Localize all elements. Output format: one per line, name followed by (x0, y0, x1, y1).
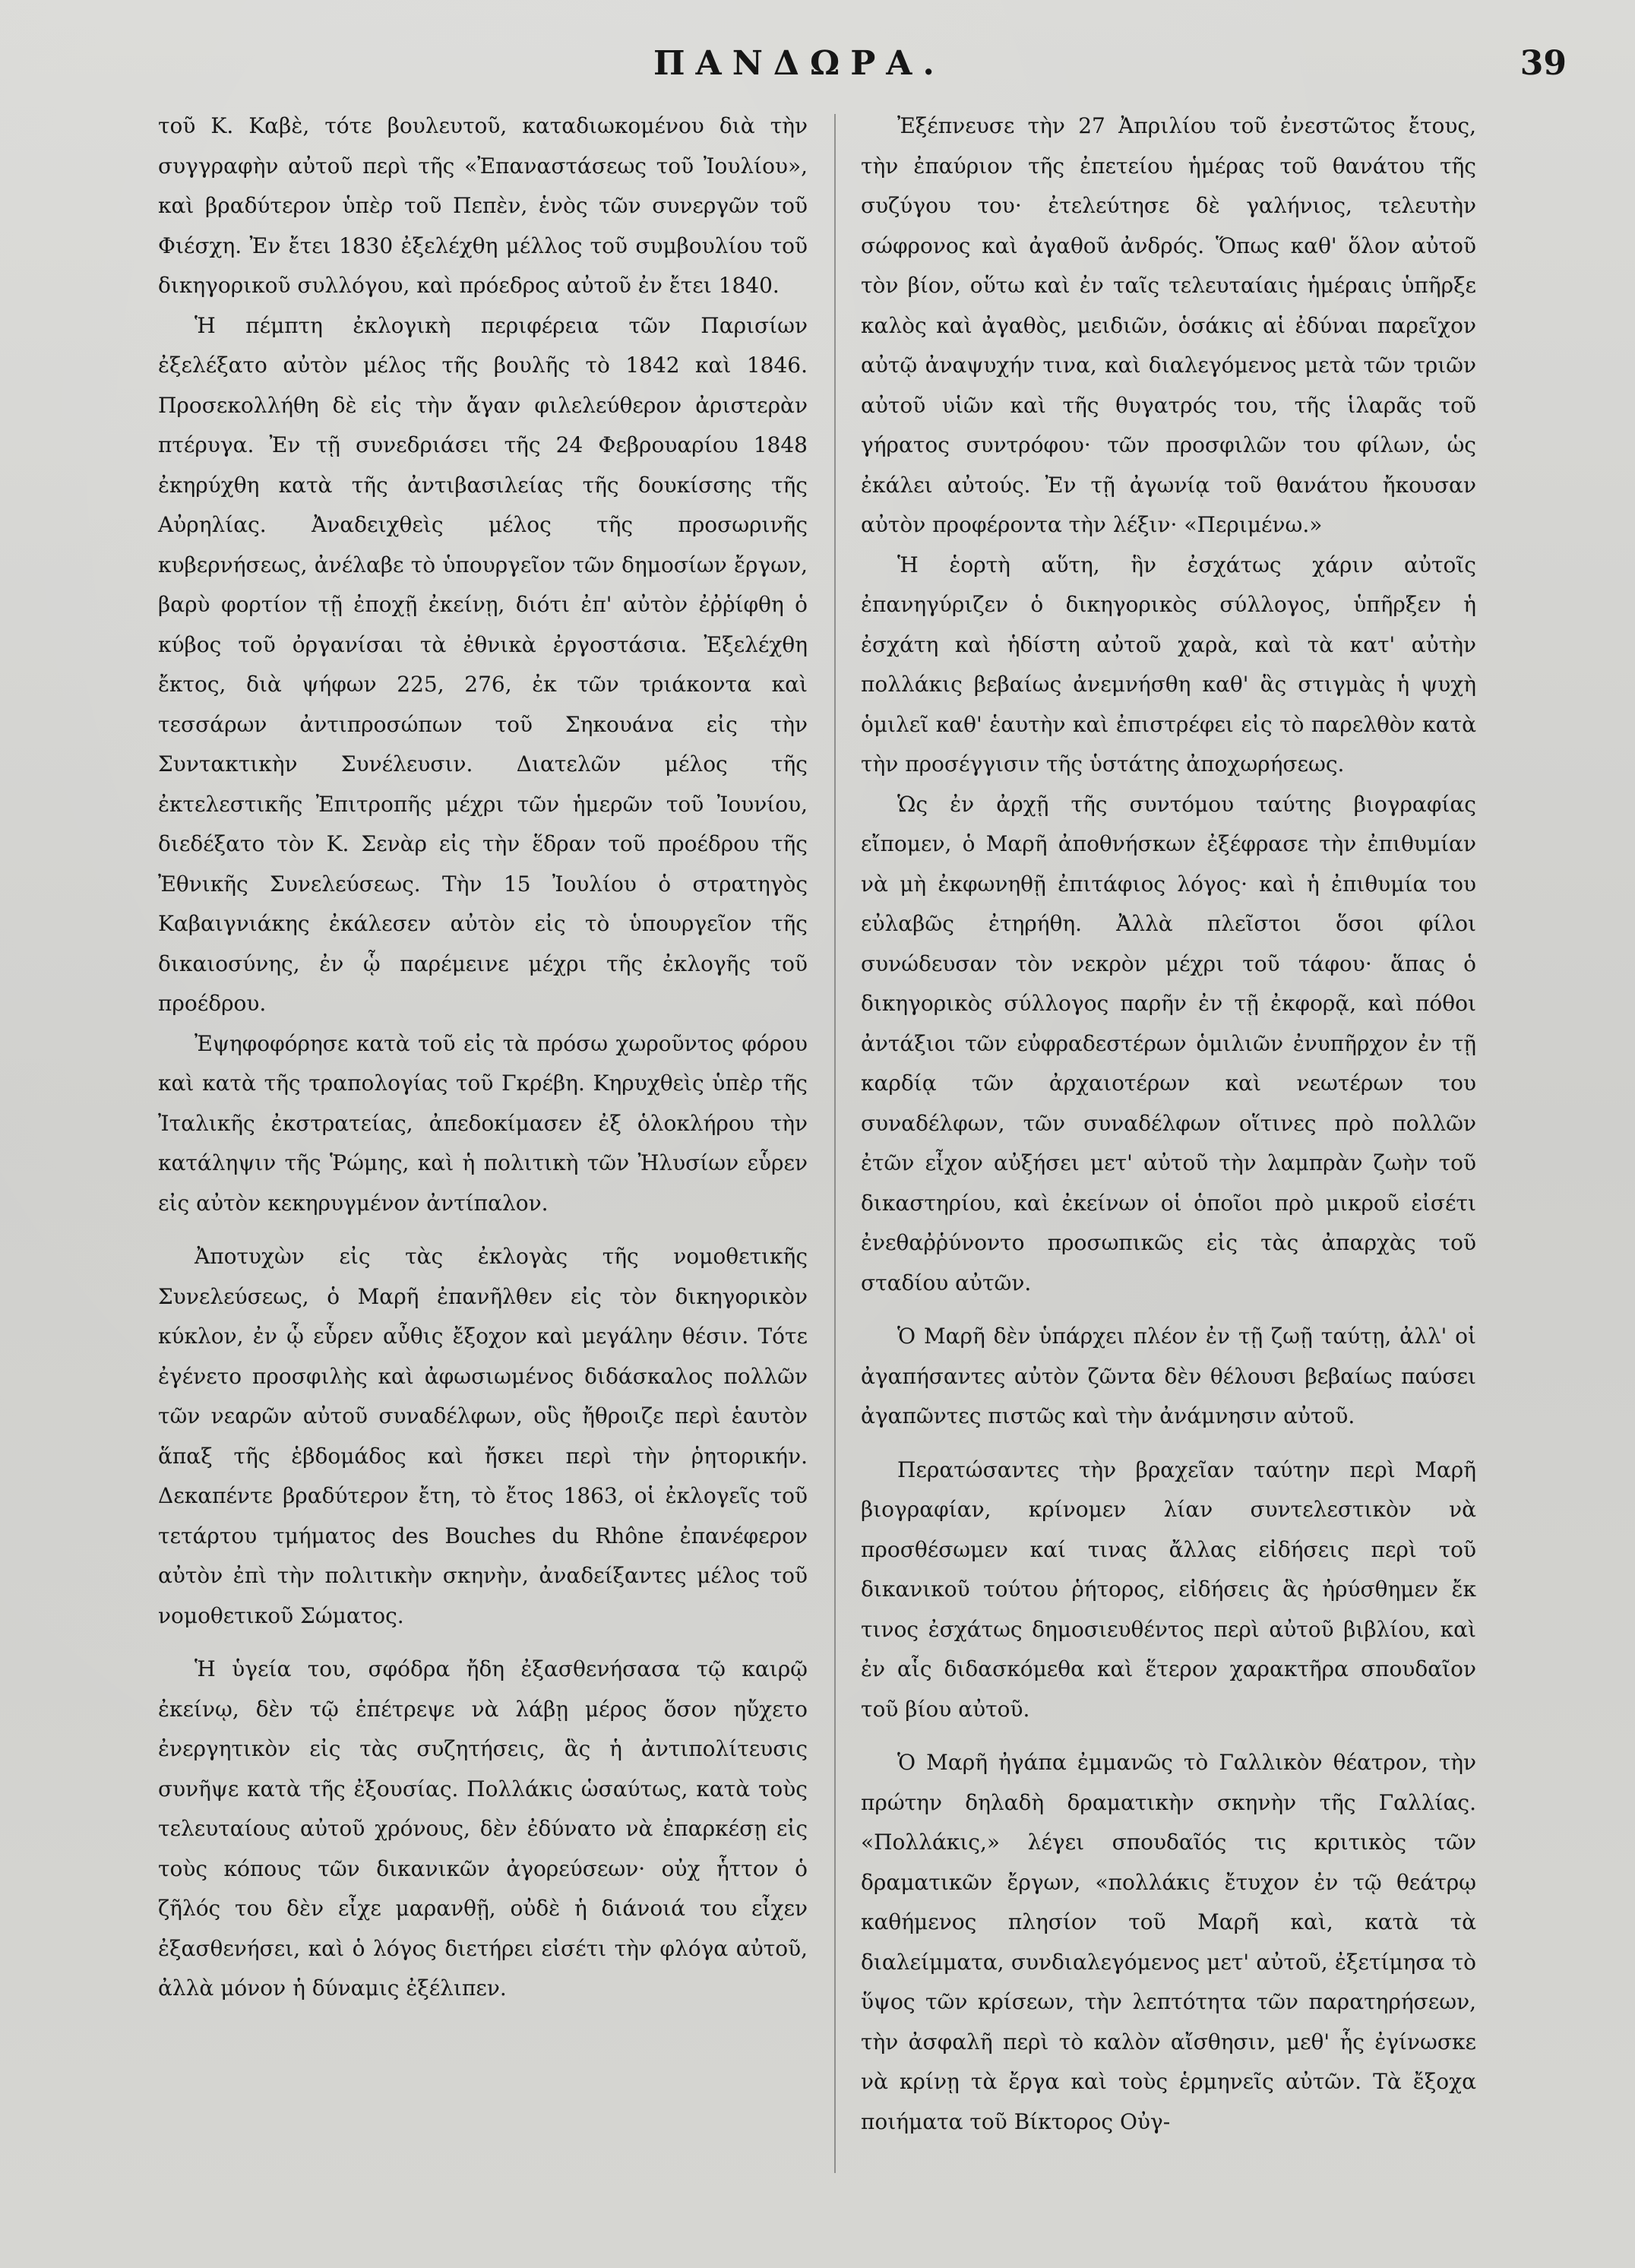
page-number: 39 (1520, 44, 1567, 83)
left-paragraph-2: Ἡ πέμπτη ἐκλογικὴ περιφέρεια τῶν Παρισίων ἐξελέξατο αὐτὸν μέλος τῆς βουλῆς τὸ 1842 καὶ 1846. Προσεκολλήθη δὲ εἰς τὴν ἄγαν φιλελεύθερον ἀριστερὰν πτέρυγα. Ἐν τῇ συνεδριάσει τῆς 24 Φεβρουαρίου 1848 ἐκηρύχθη κατὰ τῆς ἀντιβασιλείας τῆς δουκίσσης τῆς Αὐρηλίας. Ἀναδειχθεὶς μέλος τῆς προσωρινῆς κυβερνήσεως, ἀνέλαβε τὸ ὑπουργεῖον τῶν δημοσίων ἔργων, βαρὺ φορτίον τῇ ἐποχῇ ἐκείνῃ, διότι ἐπ' αὐτὸν ἐῤῥίφθη ὁ κύβος τοῦ ὀργανίσαι τὰ ἐθνικὰ ἐργοστάσια. Ἐξελέχθη ἔκτος, διὰ ψήφων 225, 276, ἐκ τῶν τριάκοντα καὶ τεσσάρων ἀντιπροσώπων τοῦ Σηκουάνα εἰς τὴν Συντακτικὴν Συνέλευσιν. Διατελῶν μέλος τῆς ἐκτελεστικῆς Ἐπιτροπῆς μέχρι τῶν ἡμερῶν τοῦ Ἰουνίου, διεδέξατο τὸν Κ. Σενὰρ εἰς τὴν ἕδραν τοῦ προέδρου τῆς Ἐθνικῆς Συνελεύσεως. Τὴν 15 Ἰουλίου ὁ στρατηγὸς Καβαιγνιάκης ἐκάλεσεν αὐτὸν εἰς τὸ ὑπουργεῖον τῆς δικαιοσύνης, ἐν ᾧ παρέμεινε μέχρι τῆς ἐκλογῆς τοῦ προέδρου. (158, 312, 808, 1016)
left-paragraph-5: Ἡ ὑγεία του, σφόδρα ἤδη ἐξασθενήσασα τῷ καιρῷ ἐκείνῳ, δὲν τῷ ἐπέτρεψε νὰ λάβῃ μέρος ὅσον ηὔχετο ἐνεργητικὸν εἰς τὰς συζητήσεις, ἃς ἡ ἀντιπολίτευσις συνῆψε κατὰ τῆς ἐξουσίας. Πολλάκις ὡσαύτως, κατὰ τοὺς τελευταίους αὐτοῦ χρόνους, δὲν ἐδύνατο νὰ ἐπαρκέσῃ εἰς τοὺς κόπους τῶν δικανικῶν ἀγορεύσεων· οὐχ ἧττον ὁ ζῆλός του δὲν εἶχε μαρανθῇ, οὐδὲ ἡ διάνοιά του εἶχεν ἐξασθενήσει, καὶ ὁ λόγος διετήρει εἰσέτι τὴν φλόγα αὐτοῦ, ἀλλὰ μόνον ἡ δύναμις ἐξέλιπεν. (158, 1656, 808, 2001)
left-column (158, 106, 808, 2009)
left-paragraph-4: Ἀποτυχὼν εἰς τὰς ἐκλογὰς τῆς νομοθετικῆς Συνελεύσεως, ὁ Μαρῆ ἐπανῆλθεν εἰς τὸν δικηγορικὸν κύκλον, ἐν ᾧ εὗρεν αὖθις ἔξοχον καὶ μεγάλην θέσιν. Τότε ἐγένετο προσφιλὴς καὶ ἀφωσιωμένος διδάσκαλος πολλῶν τῶν νεαρῶν αὐτοῦ συναδέλφων, οὓς ἤθροιζε περὶ ἑαυτὸν ἅπαξ τῆς ἑβδομάδος καὶ ἤσκει περὶ τὴν ῥητορικήν. Δεκαπέντε βραδύτερον ἔτη, τὸ ἔτος 1863, οἱ ἐκλογεῖς τοῦ τετάρτου τμήματος des Bouches du Rhône ἐπανέφερον αὐτὸν ἐπὶ τὴν πολιτικὴν σκηνὴν, ἀναδείξαντες μέλος τοῦ νομοθετικοῦ Σώματος. (158, 1244, 808, 1628)
right-paragraph-6: Ὁ Μαρῆ ἠγάπα ἐμμανῶς τὸ Γαλλικὸν θέατρον, τὴν πρώτην δηλαδὴ δραματικὴν σκηνὴν τῆς Γαλλίας. «Πολλάκις,» λέγει σπουδαῖός τις κριτικὸς τῶν δραματικῶν ἔργων, «πολλάκις ἔτυχον ἐν τῷ θεάτρῳ καθήμενος πλησίον τοῦ Μαρῆ καὶ, κατὰ τὰ διαλείμματα, συνδιαλεγόμενος μετ' αὐτοῦ, ἐξετίμησα τὸ ὕψος τῶν κρίσεων, τὴν λεπτότητα τῶν παρατηρήσεων, τὴν ἀσφαλῆ περὶ τὸ καλὸν αἴσθησιν, μεθ' ἧς ἐγίνωσκε νὰ κρίνῃ τὰ ἔργα καὶ τοὺς ἑρμηνεῖς αὐτῶν. Τὰ ἔξοχα ποιήματα τοῦ Βίκτορος Οὐγ- (861, 1750, 1476, 2134)
right-column (861, 106, 1476, 2142)
left-paragraph-1: τοῦ Κ. Καβὲ, τότε βουλευτοῦ, καταδιωκομένου διὰ τὴν συγγραφὴν αὐτοῦ περὶ τῆς «Ἐπαναστάσεως τοῦ Ἰουλίου», καὶ βραδύτερον ὑπὲρ τοῦ Πεπὲν, ἑνὸς τῶν συνεργῶν τοῦ Φιέσχη. Ἐν ἔτει 1830 ἐξελέχθη μέλλος τοῦ συμβουλίου τοῦ δικηγορικοῦ συλλόγου, καὶ πρόεδρος αὐτοῦ ἐν ἔτει 1840. (158, 113, 808, 298)
left-paragraph-3: Ἐψηφοφόρησε κατὰ τοῦ εἰς τὰ πρόσω χωροῦντος φόρου καὶ κατὰ τῆς τραπολογίας τοῦ Γκρέβη. Κηρυχθεὶς ὑπὲρ τῆς Ἰταλικῆς ἐκστρατείας, ἀπεδοκίμασεν ἐξ ὁλοκλήρου τὴν κατάληψιν τῆς Ῥώμης, καὶ ἡ πολιτικὴ τῶν Ἠλυσίων εὗρεν εἰς αὐτὸν κεκηρυγμένον ἀντίπαλον. (158, 1030, 808, 1216)
right-paragraph-5: Περατώσαντες τὴν βραχεῖαν ταύτην περὶ Μαρῆ βιογραφίαν, κρίνομεν λίαν συντελεστικὸν νὰ προσθέσωμεν καί τινας ἄλλας εἰδήσεις περὶ τοῦ δικανικοῦ τούτου ῥήτορος, εἰδήσεις ἃς ἠρύσθημεν ἔκ τινος ἐσχάτως δημοσιευθέντος περὶ αὐτοῦ βιβλίου, καὶ ἐν αἷς διδασκόμεθα καὶ ἕτερον χαρακτῆρα σπουδαῖον τοῦ βίου αὐτοῦ. (861, 1457, 1476, 1722)
column-divider (834, 114, 836, 2173)
right-paragraph-1: Ἐξέπνευσε τὴν 27 Ἀπριλίου τοῦ ἐνεστῶτος ἔτους, τὴν ἐπαύριον τῆς ἐπετείου ἡμέρας τοῦ θανάτου τῆς συζύγου του· ἐτελεύτησε δὲ γαλήνιος, τελευτὴν σώφρονος καὶ ἀγαθοῦ ἀνδρός. Ὅπως καθ' ὅλον αὐτοῦ τὸν βίον, οὕτω καὶ ἐν ταῖς τελευταίαις ἡμέραις ὑπῆρξε καλὸς καὶ ἀγαθὸς, μειδιῶν, ὁσάκις αἱ ἐδύναι παρεῖχον αὐτῷ ἀναψυχήν τινα, καὶ διαλεγόμενος μετὰ τῶν τριῶν αὐτοῦ υἱῶν καὶ τῆς θυγατρός του, τῆς ἱλαρᾶς τοῦ γήρατος συντρόφου· τῶν προσφιλῶν του φίλων, ὡς ἐκάλει αὐτούς. Ἐν τῇ ἀγωνίᾳ τοῦ θανάτου ἤκουσαν αὐτὸν προφέροντα τὴν λέξιν· «Περιμένω.» (861, 113, 1476, 537)
page-header (0, 44, 1635, 90)
right-paragraph-2: Ἡ ἑορτὴ αὕτη, ἣν ἐσχάτως χάριν αὐτοῖς ἐπανηγύριζεν ὁ δικηγορικὸς σύλλογος, ὑπῆρξεν ἡ ἐσχάτη καὶ ἡδίστη αὐτοῦ χαρὰ, καὶ τὰ κατ' αὐτὴν πολλάκις βεβαίως ἀνεμνήσθη καθ' ἃς στιγμὰς ἡ ψυχὴ ὁμιλεῖ καθ' ἑαυτὴν καὶ ἐπιστρέφει εἰς τὸ παρελθὸν κατὰ τὴν προσέγγισιν τῆς ὑστάτης ἀποχωρήσεως. (861, 552, 1476, 777)
right-paragraph-3: Ὡς ἐν ἀρχῇ τῆς συντόμου ταύτης βιογραφίας εἴπομεν, ὁ Μαρῆ ἀποθνήσκων ἐξέφρασε τὴν ἐπιθυμίαν νὰ μὴ ἐκφωνηθῇ ἐπιτάφιος λόγος· καὶ ἡ ἐπιθυμία του εὐλαβῶς ἐτηρήθη. Ἀλλὰ πλεῖστοι ὅσοι φίλοι συνώδευσαν τὸν νεκρὸν μέχρι τοῦ τάφου· ἅπας ὁ δικηγορικὸς σύλλογος παρῆν ἐν τῇ ἐκφορᾷ, καὶ πόθοι ἀντάξιοι τῶν εὐφραδεστέρων ὁμιλιῶν ἐνυπῆρχον ἐν τῇ καρδίᾳ τῶν ἀρχαιοτέρων καὶ νεωτέρων του συναδέλφων, τῶν συναδέλφων οἵτινες πρὸ πολλῶν ἐτῶν εἶχον αὐξήσει μετ' αὐτοῦ τὴν λαμπρὰν ζωὴν τοῦ δικαστηρίου, καὶ ἐκείνων οἱ ὁποῖοι πρὸ μικροῦ εἰσέτι ἐνεθαῤῥύνοντο προσωπικῶς εἰς τὰς ἀπαρχὰς τοῦ σταδίου αὐτῶν. (861, 791, 1476, 1295)
right-paragraph-4: Ὁ Μαρῆ δὲν ὑπάρχει πλέον ἐν τῇ ζωῇ ταύτῃ, ἀλλ' οἱ ἀγαπήσαντες αὐτὸν ζῶντα δὲν θέλουσι βεβαίως παύσει ἀγαπῶντες πιστῶς καὶ τὴν ἀνάμνησιν αὐτοῦ. (861, 1324, 1476, 1428)
running-title: ΠΑΝΔΩΡΑ. (653, 44, 945, 83)
